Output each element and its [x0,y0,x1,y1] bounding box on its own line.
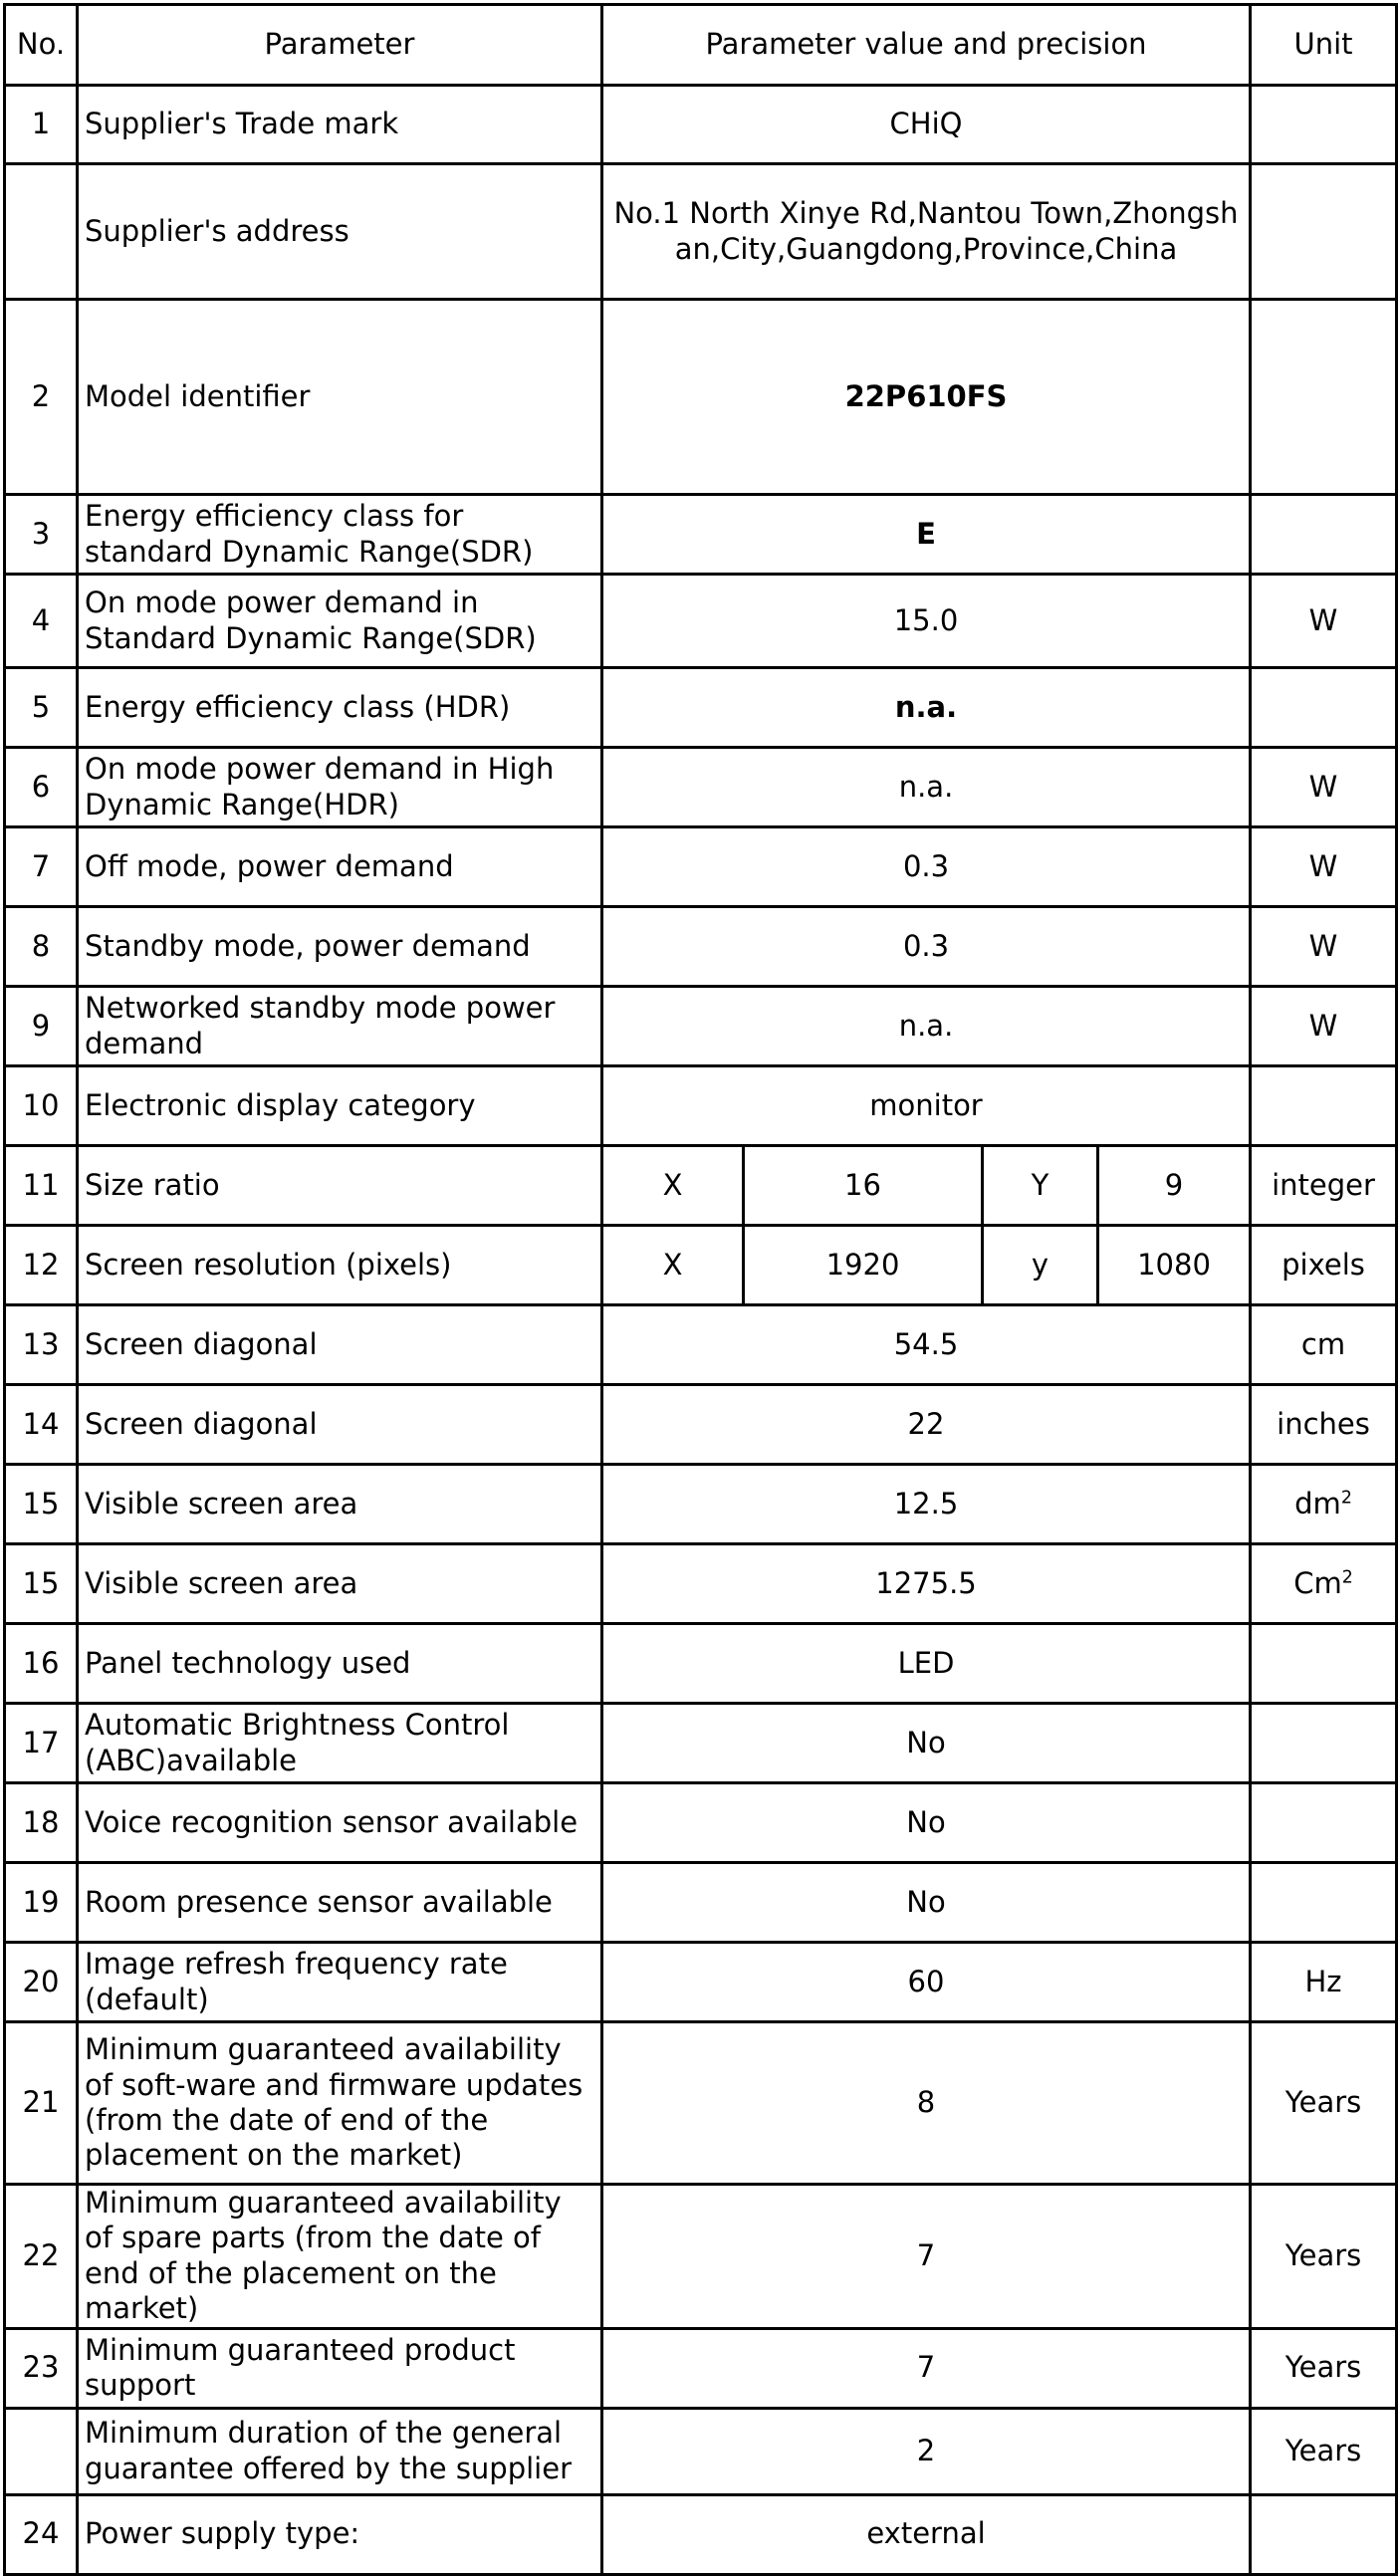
x-label: X [602,1146,744,1226]
row-number: 15 [5,1465,78,1544]
row-number: 12 [5,1226,78,1305]
parameter-value: CHiQ [602,86,1251,164]
table-row [5,1704,1397,1783]
parameter-unit: Years [1251,2185,1397,2329]
parameter-unit: W [1251,748,1397,827]
parameter-name: Off mode, power demand [78,827,602,907]
parameter-unit: W [1251,907,1397,987]
unit-exponent: 2 [1340,1488,1352,1509]
parameter-value: 7 [602,2185,1251,2329]
parameter-unit: Years [1251,2408,1397,2494]
row-number: 22 [5,2185,78,2329]
table-row [5,907,1397,987]
table-row [5,164,1397,300]
parameter-name: Standby mode, power demand [78,907,602,987]
table-row [5,2328,1397,2408]
row-number: 16 [5,1624,78,1704]
table-row [5,1465,1397,1544]
parameter-name: Screen diagonal [78,1305,602,1385]
parameter-name: Size ratio [78,1146,602,1226]
parameter-unit: W [1251,987,1397,1066]
table-row [5,575,1397,668]
y-label: y [983,1226,1098,1305]
y-label: Y [983,1146,1098,1226]
row-number: 23 [5,2328,78,2408]
table-row [5,1226,1397,1305]
parameter-name: Supplier's Trade mark [78,86,602,164]
parameter-unit: inches [1251,1385,1397,1465]
table-row [5,1305,1397,1385]
parameter-name: Screen resolution (pixels) [78,1226,602,1305]
table-row [5,668,1397,748]
parameter-name: Voice recognition sensor available [78,1783,602,1863]
row-number: 19 [5,1863,78,1943]
row-number: 3 [5,495,78,575]
parameter-unit [1251,668,1397,748]
parameter-name: Minimum guaranteed availability of soft-ware and firmware updates (from the date of end of the placement on the market) [78,2022,602,2185]
parameter-unit [1251,1624,1397,1704]
parameter-name: Energy efficiency class for standard Dynamic Range(SDR) [78,495,602,575]
table-row [5,827,1397,907]
table-row [5,1544,1397,1624]
parameter-value: 15.0 [602,575,1251,668]
parameter-name: On mode power demand in Standard Dynamic Range(SDR) [78,575,602,668]
parameter-value: n.a. [602,668,1251,748]
parameter-unit [1251,1066,1397,1146]
parameter-value: 22P610FS [602,300,1251,495]
row-number: 9 [5,987,78,1066]
parameter-unit: Years [1251,2022,1397,2185]
row-number [5,164,78,300]
table-row [5,300,1397,495]
x-value: 1920 [744,1226,983,1305]
parameter-name: Networked standby mode power demand [78,987,602,1066]
parameter-name: Supplier's address [78,164,602,300]
row-number: 24 [5,2494,78,2574]
parameter-name: Room presence sensor available [78,1863,602,1943]
parameter-unit [1251,86,1397,164]
row-number: 13 [5,1305,78,1385]
parameter-value: n.a. [602,748,1251,827]
parameter-unit [1251,1863,1397,1943]
table-row [5,495,1397,575]
unit-exponent: 2 [1341,1567,1353,1588]
table-row [5,2185,1397,2329]
table-row [5,748,1397,827]
parameter-value: 60 [602,1943,1251,2022]
row-number: 1 [5,86,78,164]
y-value: 9 [1098,1146,1251,1226]
parameter-unit [1251,2494,1397,2574]
parameter-name: Minimum guaranteed product support [78,2328,602,2408]
row-number: 11 [5,1146,78,1226]
table-row [5,86,1397,164]
table-row [5,2494,1397,2574]
parameter-value: monitor [602,1066,1251,1146]
parameter-unit [1251,1704,1397,1783]
parameter-value: 54.5 [602,1305,1251,1385]
parameter-value: 7 [602,2328,1251,2408]
parameter-name: Minimum duration of the general guarantee offered by the supplier [78,2408,602,2494]
row-number: 2 [5,300,78,495]
table-row [5,1624,1397,1704]
parameter-unit [1251,1465,1397,1544]
parameter-name: Visible screen area [78,1544,602,1624]
row-number: 6 [5,748,78,827]
row-number: 4 [5,575,78,668]
parameter-name: Visible screen area [78,1465,602,1544]
header-value: Parameter value and precision [602,5,1251,86]
table-row [5,2022,1397,2185]
parameter-name: Panel technology used [78,1624,602,1704]
parameter-unit: cm [1251,1305,1397,1385]
table-row [5,2408,1397,2494]
table-row [5,1943,1397,2022]
table-row [5,1066,1397,1146]
header-parameter: Parameter [78,5,602,86]
parameter-unit [1251,495,1397,575]
parameter-value: 2 [602,2408,1251,2494]
parameter-name: Image refresh frequency rate (default) [78,1943,602,2022]
parameter-value: No.1 North Xinye Rd,Nantou Town,Zhongshan,City,Guangdong,Province,China [602,164,1251,300]
parameter-name: Model identifier [78,300,602,495]
parameter-value: external [602,2494,1251,2574]
unit-base: Cm [1293,1565,1342,1600]
parameter-name: Minimum guaranteed availability of spare parts (from the date of end of the placement on the market) [78,2185,602,2329]
row-number: 7 [5,827,78,907]
row-number: 18 [5,1783,78,1863]
header-row [5,5,1397,86]
table-row [5,1863,1397,1943]
x-label: X [602,1226,744,1305]
table-row [5,1783,1397,1863]
parameter-value: No [602,1783,1251,1863]
parameter-value: 0.3 [602,827,1251,907]
parameter-value: 8 [602,2022,1251,2185]
parameter-value: No [602,1863,1251,1943]
row-number: 5 [5,668,78,748]
parameter-name: Power supply type: [78,2494,602,2574]
row-number: 15 [5,1544,78,1624]
row-number: 14 [5,1385,78,1465]
unit-base: dm [1294,1486,1341,1521]
x-value: 16 [744,1146,983,1226]
parameter-value: 12.5 [602,1465,1251,1544]
parameter-value: 0.3 [602,907,1251,987]
row-number: 8 [5,907,78,987]
parameter-value: n.a. [602,987,1251,1066]
parameter-unit [1251,1783,1397,1863]
parameter-value: E [602,495,1251,575]
header-unit: Unit [1251,5,1397,86]
row-number [5,2408,78,2494]
table-row [5,987,1397,1066]
table-row [5,1146,1397,1226]
row-number: 20 [5,1943,78,2022]
parameter-unit: Years [1251,2328,1397,2408]
row-number: 17 [5,1704,78,1783]
parameter-unit: W [1251,575,1397,668]
parameter-unit [1251,300,1397,495]
table-row [5,1385,1397,1465]
parameter-name: On mode power demand in High Dynamic Range(HDR) [78,748,602,827]
y-value: 1080 [1098,1226,1251,1305]
row-number: 10 [5,1066,78,1146]
row-number: 21 [5,2022,78,2185]
header-no: No. [5,5,78,86]
parameter-unit: Hz [1251,1943,1397,2022]
parameter-value: No [602,1704,1251,1783]
parameter-unit [1251,1544,1397,1624]
parameter-name: Energy efficiency class (HDR) [78,668,602,748]
parameter-name: Screen diagonal [78,1385,602,1465]
parameter-name: Automatic Brightness Control (ABC)available [78,1704,602,1783]
parameter-unit [1251,164,1397,300]
parameter-value: LED [602,1624,1251,1704]
parameter-value: 22 [602,1385,1251,1465]
product-information-table [3,3,1398,2576]
parameter-unit: W [1251,827,1397,907]
parameter-name: Electronic display category [78,1066,602,1146]
parameter-unit: pixels [1251,1226,1397,1305]
parameter-unit: integer [1251,1146,1397,1226]
parameter-value: 1275.5 [602,1544,1251,1624]
